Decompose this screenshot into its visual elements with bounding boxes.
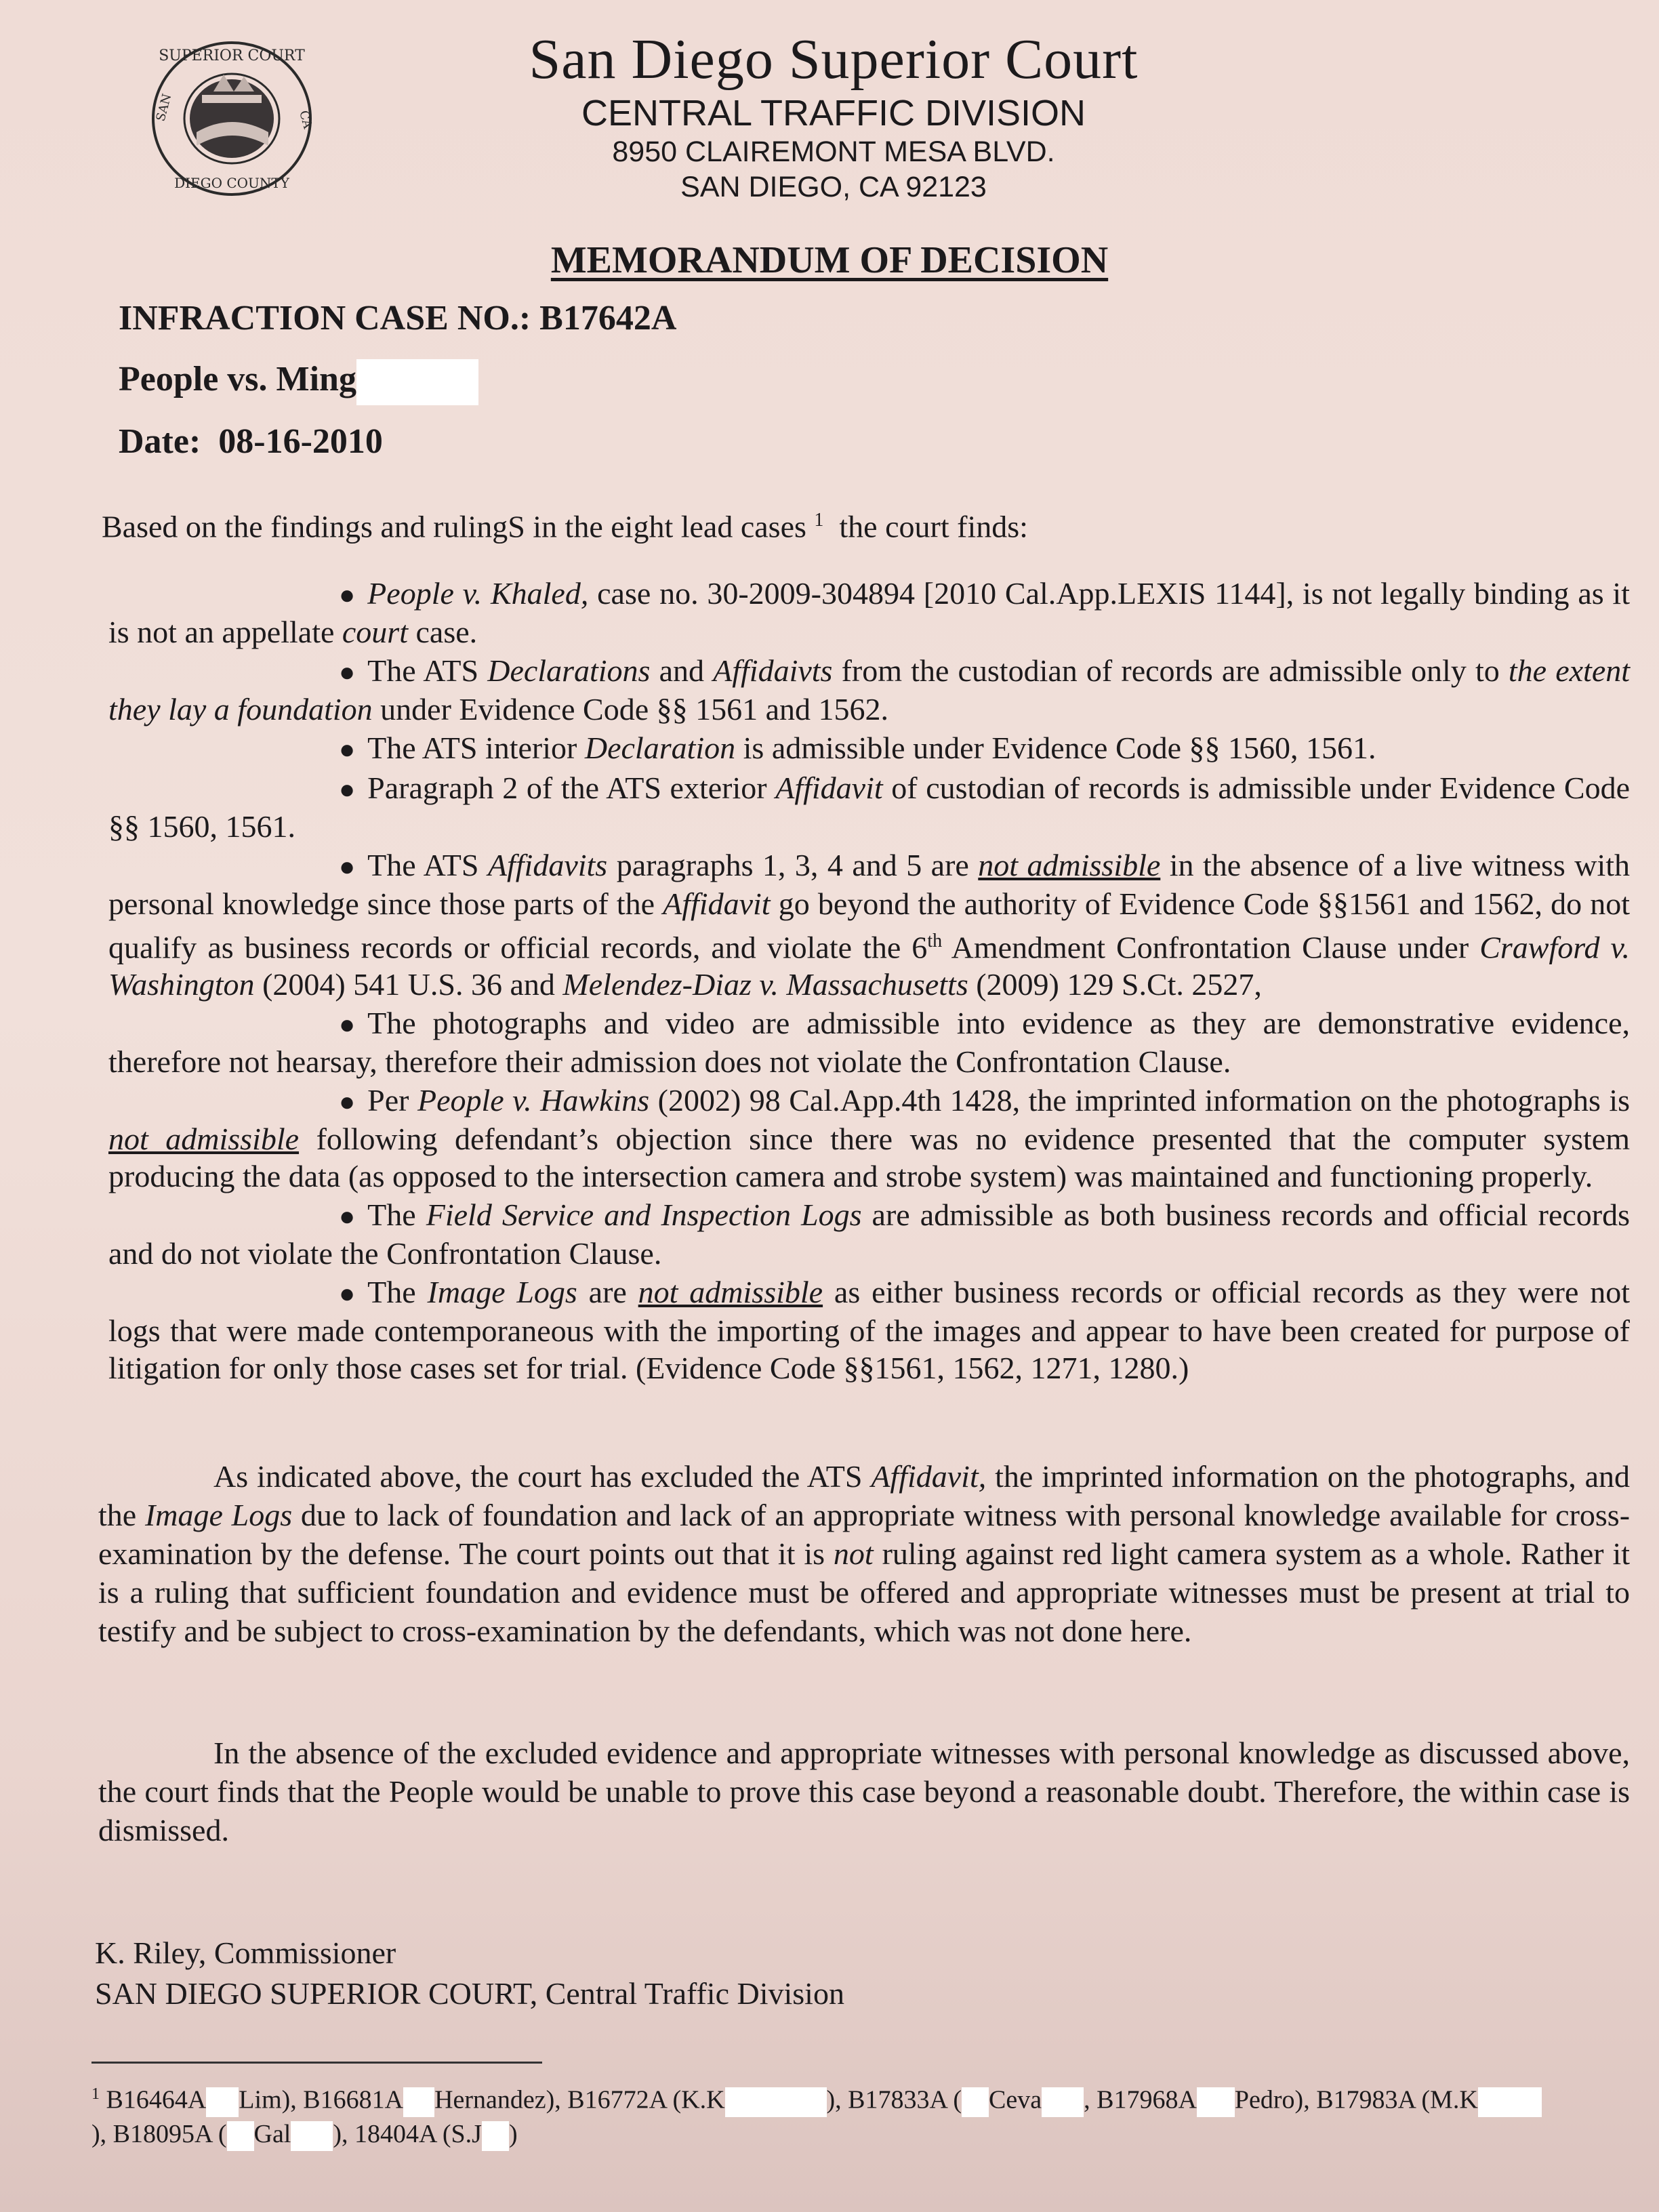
ruling-item: ● The Image Logs are not admissible as either business records or official records as they were not logs that were made contemporaneous with the importing of the images and appear to have been created for purpose of litigation for only those cases set for trial. (Evidence Code §§1561, 1562, 1271, 1280.) [108,1275,1630,1386]
ruling-item: ● The ATS Declarations and Affidaivts from the custodian of records are admissible only to the extent they lay a foundation under Evidence Code §§ 1561 and 1562. [108,653,1631,726]
intro-text-end: the court finds: [839,509,1028,544]
signature-block [95,1933,844,2014]
ruling-item: ● The photographs and video are admissible into evidence as they are demonstrative evidence, therefore not hearsay, therefore their admission does not violate the Confrontation Clause. [108,1006,1630,1080]
address-line2: SAN DIEGO, CA 92123 [680,171,987,203]
ruling-item: ● The Field Service and Inspection Logs are admissible as both business records and official records and do not violate the Confrontation Clause. [108,1197,1631,1271]
parties-label: People vs. [119,360,268,398]
court-name: San Diego Superior Court [529,28,1139,91]
defendant-name: Ming [276,360,356,398]
commissioner-name: K. Riley, Commissioner [95,1936,396,1970]
ruling-item: ● The ATS Affidavits paragraphs 1, 3, 4 and 5 are not admissible in the absence of a live witness with personal knowledge since those parts of the Affidavit go beyond the authority of Evidence Code §§1561 and 1562, do not qualify as business records or official records, and violate the 6th Amendment Confrontation Clause under Crawford v. Washington (2004) 541 U.S. 36 and Melendez-Diaz v. Massachusetts (2009) 129 S.Ct. 2527, [108,848,1631,1002]
bullet-icon: ● [339,1086,356,1118]
court-seal-icon [149,37,315,200]
bullet-icon: ● [339,734,356,764]
address-line1: 8950 CLAIREMONT MESA BLVD. [612,136,1055,168]
intro-sentence [102,501,1630,545]
seal-text-right: CA [296,108,315,131]
court-signature-line: SAN DIEGO SUPERIOR COURT, Central Traffic Division [95,1976,844,2011]
bullet-icon: ● [339,1278,356,1309]
footnote: $^1$ B16464A Lim), B16681A Hernandez), B16772A (K.K ), B17833A ( Ceva , B17968A Pedro), B17983A (M.K), B18095A ( Gal ), 18404A (S.J ) [91,2077,1542,2151]
ruling-item: ● The ATS interior Declaration is admissible under Evidence Code §§ 1560, 1561. [108,729,1630,768]
bullet-icon: ● [339,657,356,687]
case-number: B17642A [539,299,677,337]
parties-line [119,359,478,405]
division-name: CENTRAL TRAFFIC DIVISION [581,93,1086,134]
footnote-divider [91,2062,542,2064]
rulings-list [108,575,1630,1388]
seal-text-left: SAN [153,92,175,123]
document-title: MEMORANDUM OF DECISION [550,239,1109,281]
bullet-icon: ● [339,1009,356,1040]
ruling-item: ● Paragraph 2 of the ATS exterior Affidavit of custodian of records is admissible under Evidence Code §§ 1560, 1561. [108,771,1631,844]
seal-text-bottom: DIEGO COUNTY [174,175,289,191]
letterhead [380,27,1288,205]
date-label: Date: [119,422,201,461]
redaction-box [356,359,478,405]
intro-text: Based on the findings and rulingS in the eight lead cases [102,509,806,544]
bullet-icon: ● [339,579,356,610]
case-number-line [119,298,676,338]
ruling-item: ● People v. Khaled, case no. 30-2009-304894 [2010 Cal.App.LEXIS 1144], is not legally binding as it is not an appellate court case. [108,576,1630,649]
decision-date: 08-16-2010 [218,422,383,461]
paragraph-exclusion: As indicated above, the court has excluded the ATS Affidavit, the imprinted information on the photographs, and the Image Logs due to lack of foundation and lack of an appropriate witness with personal knowledge available for cross-examination by the defense. The court points out that it is not ruling against red light camera system as a whole. Rather it is a ruling that sufficient foundation and evidence must be offered and appropriate witnesses must be present at trial to testify and be subject to cross-examination by the defendants, which was not done here. [98,1459,1631,1648]
ruling-item: ● Per People v. Hawkins (2002) 98 Cal.App.4th 1428, the imprinted information on the photographs is not admissible following defendant’s objection since there was no evidence presented that the computer system producing the data (as opposed to the intersection camera and strobe system) was maintained and functioning properly. [108,1083,1631,1194]
case-number-label: INFRACTION CASE NO.: [119,299,531,337]
bullet-icon: ● [339,851,356,882]
paragraph-dismissal: In the absence of the excluded evidence and appropriate witnesses with personal knowledge as discussed above, the court finds that the People would be unable to prove this case beyond a reasonable doubt. Therefore, the within case is dismissed. [98,1736,1630,1847]
bullet-icon: ● [339,774,356,804]
footnote-reference: 1 [814,510,824,531]
date-line [119,422,383,462]
seal-text-top: SUPERIOR COURT [159,47,305,64]
bullet-icon: ● [339,1201,356,1232]
